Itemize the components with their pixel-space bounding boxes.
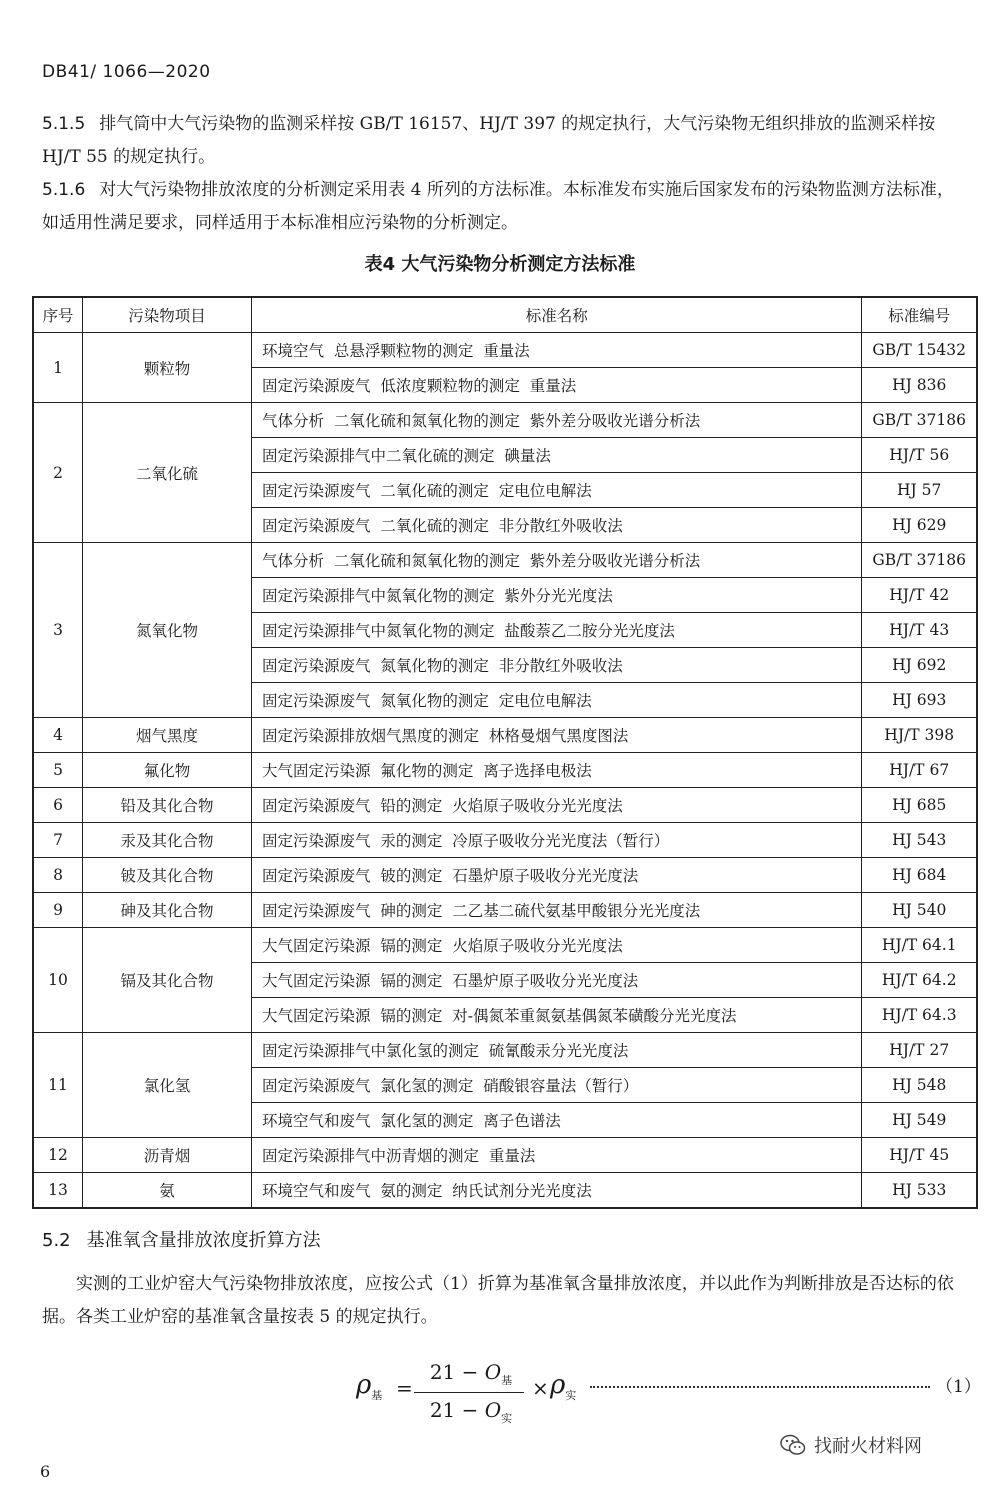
table-row [33,1033,977,1068]
clause-text: 排气筒中大气污染物的监测采样按 GB/T 16157、HJ/T 397 的规定执行，大气污染物无组织排放的监测采样按 HJ/T 55 的规定执行。 [42,114,936,167]
cell-pollutant: 氟化物 [83,753,252,788]
clause-number: 5.1.5 [42,114,86,134]
cell-standard-code: HJ 684 [862,858,977,893]
table-row [33,718,977,753]
cell-no: 12 [33,1138,83,1173]
cell-pollutant: 烟气黑度 [83,718,252,753]
cell-pollutant: 氮氧化物 [83,543,252,718]
clause-5-1-5 [42,108,962,174]
cell-standard-code: HJ/T 67 [862,753,977,788]
cell-standard-code: HJ/T 45 [862,1138,977,1173]
cell-standard-code: HJ 543 [862,823,977,858]
fraction-denominator: $21 - O_实$ [429,1398,513,1425]
cell-standard-code: HJ 692 [862,648,977,683]
table-row [33,543,977,578]
table-header-row [33,297,977,333]
cell-standard-code: HJ 57 [862,473,977,508]
times-sign: × [532,1376,549,1400]
cell-standard-code: HJ/T 56 [862,438,977,473]
cell-standard-name: 环境空气和废气 氯化氢的测定 离子色谱法 [252,1103,862,1138]
table-body [33,333,977,1209]
header-code: 标准编号 [862,297,977,333]
cell-standard-name: 固定污染源排气中沥青烟的测定 重量法 [252,1138,862,1173]
header-no: 序号 [33,297,83,333]
cell-pollutant: 镉及其化合物 [83,928,252,1033]
cell-standard-name: 固定污染源废气 氯化氢的测定 硝酸银容量法（暂行） [252,1068,862,1103]
cell-standard-name: 固定污染源排气中二氧化硫的测定 碘量法 [252,438,862,473]
equation-number: （1） [936,1377,981,1397]
table-row [33,858,977,893]
cell-standard-code: HJ 533 [862,1173,977,1209]
cell-no: 6 [33,788,83,823]
cell-standard-name: 气体分析 二氧化硫和氮氧化物的测定 紫外差分吸收光谱分析法 [252,543,862,578]
header-name: 标准名称 [252,297,862,333]
cell-standard-name: 固定污染源废气 二氧化硫的测定 定电位电解法 [252,473,862,508]
table-caption: 表4 大气污染物分析测定方法标准 [364,254,636,275]
cell-no: 8 [33,858,83,893]
cell-standard-name: 环境空气和废气 氨的测定 纳氏试剂分光光度法 [252,1173,862,1209]
wechat-icon [780,1434,806,1456]
cell-pollutant: 砷及其化合物 [83,893,252,928]
cell-no: 7 [33,823,83,858]
cell-standard-name: 大气固定污染源 镉的测定 石墨炉原子吸收分光光度法 [252,963,862,998]
cell-standard-code: HJ/T 398 [862,718,977,753]
cell-standard-name: 固定污染源废气 二氧化硫的测定 非分散红外吸收法 [252,508,862,543]
section-title: 基准氧含量排放浓度折算方法 [86,1230,321,1251]
cell-standard-name: 固定污染源废气 氮氧化物的测定 定电位电解法 [252,683,862,718]
table-row [33,403,977,438]
cell-standard-name: 固定污染源废气 砷的测定 二乙基二硫代氨基甲酸银分光光度法 [252,893,862,928]
cell-standard-name: 固定污染源废气 汞的测定 冷原子吸收分光光度法（暂行） [252,823,862,858]
cell-standard-name: 环境空气 总悬浮颗粒物的测定 重量法 [252,333,862,368]
cell-no: 10 [33,928,83,1033]
cell-pollutant: 铍及其化合物 [83,858,252,893]
cell-standard-name: 固定污染源排放烟气黑度的测定 林格曼烟气黑度图法 [252,718,862,753]
rho-actual: $\rho_实$ [550,1370,577,1403]
cell-standard-name: 大气固定污染源 镉的测定 对-偶氮苯重氮氨基偶氮苯磺酸分光光度法 [252,998,862,1033]
formula-1 [352,1358,981,1438]
cell-standard-name: 气体分析 二氧化硫和氮氧化物的测定 紫外差分吸收光谱分析法 [252,403,862,438]
page-number: 6 [40,1462,51,1481]
cell-standard-code: HJ 836 [862,368,977,403]
table-row [33,823,977,858]
cell-standard-code: HJ 693 [862,683,977,718]
cell-standard-code: HJ/T 64.2 [862,963,977,998]
cell-standard-code: HJ/T 64.1 [862,928,977,963]
cell-no: 11 [33,1033,83,1138]
cell-standard-code: HJ 629 [862,508,977,543]
clause-5-1-6 [42,174,962,240]
clause-text: 对大气污染物排放浓度的分析测定采用表 4 所列的方法标准。本标准发布实施后国家发布的污染物监测方法标准，如适用性满足要求，同样适用于本标准相应污染物的分析测定。 [42,180,954,233]
rho-base: $\rho_基$ [356,1370,383,1403]
cell-standard-name: 固定污染源排气中氮氧化物的测定 紫外分光光度法 [252,578,862,613]
cell-standard-name: 大气固定污染源 氟化物的测定 离子选择电极法 [252,753,862,788]
header-item: 污染物项目 [83,297,252,333]
fraction-numerator: $21 - O_基$ [429,1360,513,1387]
cell-standard-code: GB/T 15432 [862,333,977,368]
cell-no: 1 [33,333,83,403]
section-5-2-heading [42,1226,321,1252]
source-label: 找耐火材料网 [814,1436,922,1457]
cell-no: 3 [33,543,83,718]
equals-sign: = [396,1376,413,1400]
cell-no: 2 [33,403,83,543]
cell-standard-code: HJ 685 [862,788,977,823]
section-number: 5.2 [42,1230,71,1251]
cell-pollutant: 沥青烟 [83,1138,252,1173]
cell-pollutant: 氨 [83,1173,252,1209]
cell-pollutant: 颗粒物 [83,333,252,403]
cell-standard-code: HJ/T 42 [862,578,977,613]
cell-no: 4 [33,718,83,753]
cell-standard-code: HJ 540 [862,893,977,928]
cell-standard-name: 固定污染源废气 低浓度颗粒物的测定 重量法 [252,368,862,403]
cell-standard-code: GB/T 37186 [862,403,977,438]
table-row [33,1138,977,1173]
cell-standard-code: HJ 549 [862,1103,977,1138]
cell-standard-name: 固定污染源废气 铅的测定 火焰原子吸收分光光度法 [252,788,862,823]
cell-pollutant: 汞及其化合物 [83,823,252,858]
cell-pollutant: 氯化氢 [83,1033,252,1138]
cell-pollutant: 二氧化硫 [83,403,252,543]
cell-standard-name: 大气固定污染源 镉的测定 火焰原子吸收分光光度法 [252,928,862,963]
cell-standard-code: GB/T 37186 [862,543,977,578]
standards-table [32,296,978,1209]
cell-standard-name: 固定污染源废气 氮氧化物的测定 非分散红外吸收法 [252,648,862,683]
cell-standard-name: 固定污染源废气 铍的测定 石墨炉原子吸收分光光度法 [252,858,862,893]
cell-pollutant: 铅及其化合物 [83,788,252,823]
table-row [33,333,977,368]
cell-standard-name: 固定污染源排气中氮氧化物的测定 盐酸萘乙二胺分光光度法 [252,613,862,648]
cell-no: 5 [33,753,83,788]
section-5-2-paragraph: 实测的工业炉窑大气污染物排放浓度，应按公式（1）折算为基准氧含量排放浓度，并以此作为判断排放是否达标的依据。各类工业炉窑的基准氧含量按表 5 的规定执行。 [42,1274,954,1327]
cell-no: 13 [33,1173,83,1209]
document-id-header: DB41/ 1066—2020 [42,62,211,82]
source-watermark [780,1432,922,1458]
cell-standard-code: HJ/T 43 [862,613,977,648]
table-row [33,928,977,963]
cell-standard-name: 固定污染源排气中氯化氢的测定 硫氰酸汞分光光度法 [252,1033,862,1068]
table-row [33,1173,977,1209]
table-row [33,788,977,823]
dot-leader [590,1382,930,1388]
table-row [33,893,977,928]
cell-standard-code: HJ 548 [862,1068,977,1103]
cell-no: 9 [33,893,83,928]
clause-number: 5.1.6 [42,180,86,200]
cell-standard-code: HJ/T 64.3 [862,998,977,1033]
cell-standard-code: HJ/T 27 [862,1033,977,1068]
table-row [33,753,977,788]
fraction-bar [414,1392,524,1393]
